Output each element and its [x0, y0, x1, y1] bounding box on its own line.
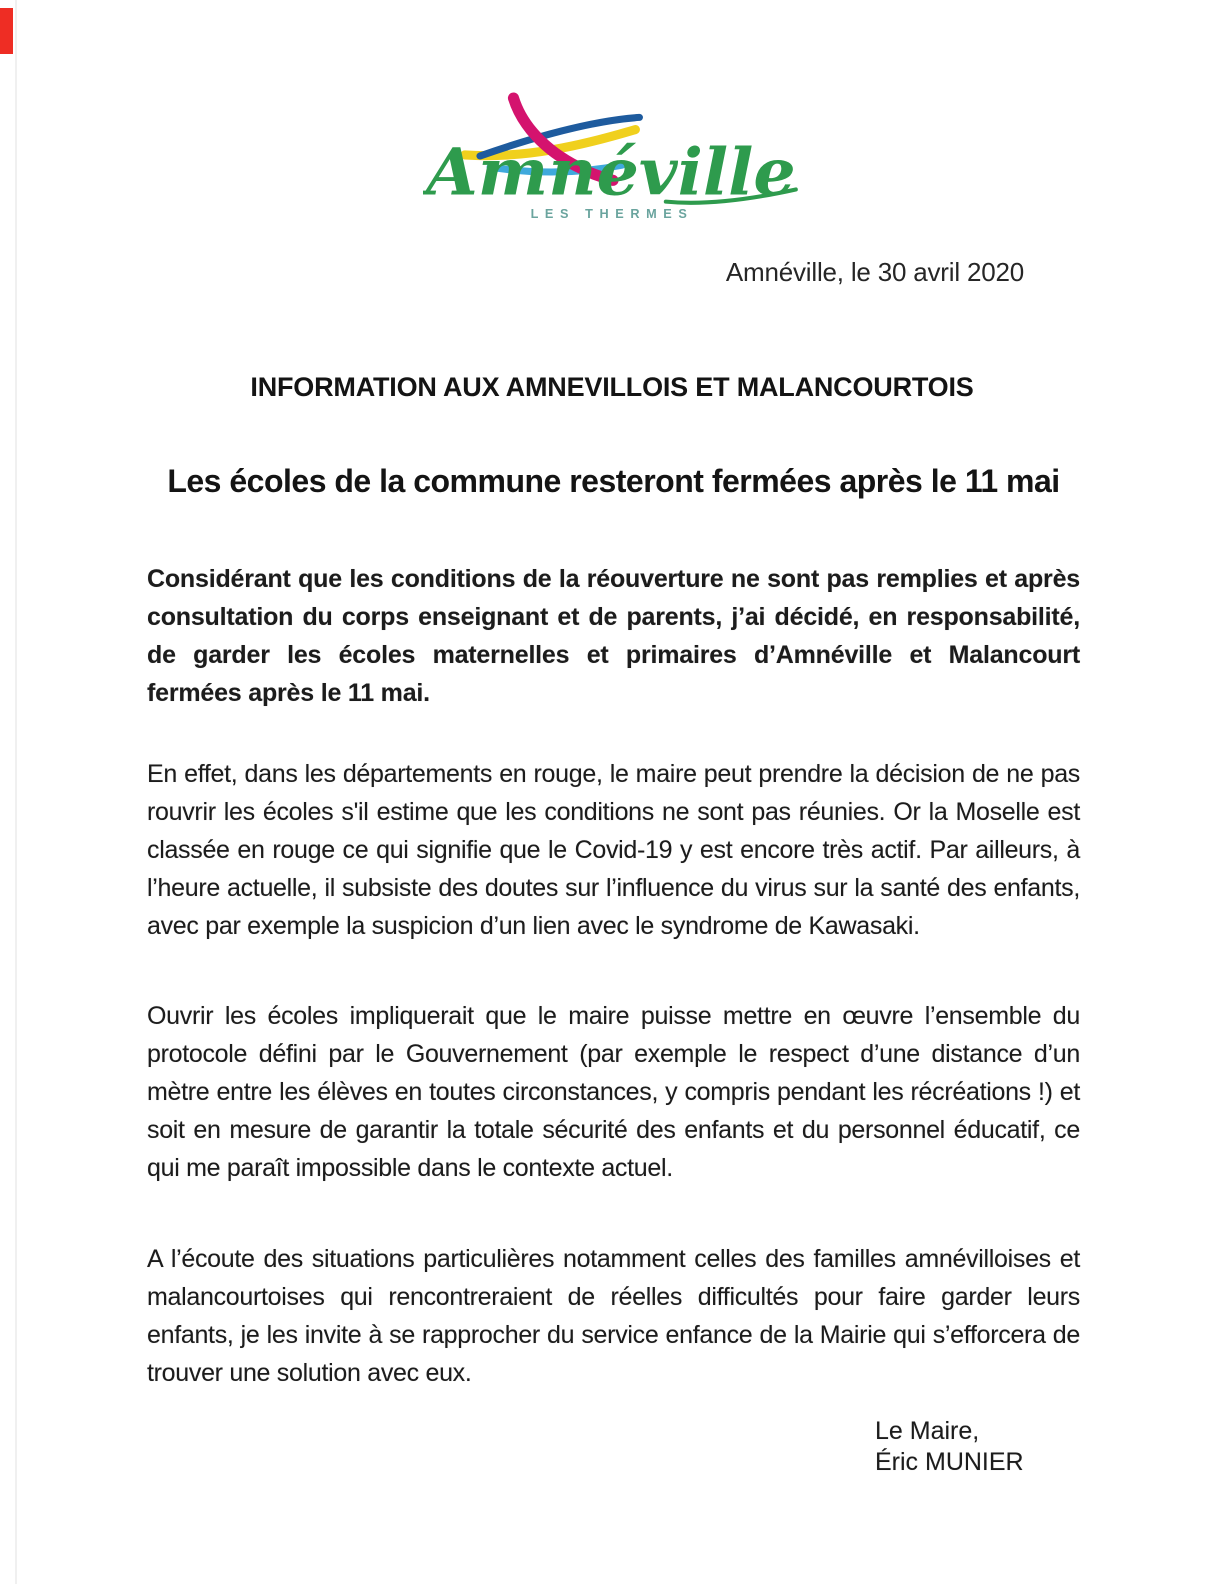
paragraph-protocol: Ouvrir les écoles impliquerait que le maire puisse mettre en œuvre l’ensemble du protocole défini par le Gouvernement (par exemple le respect d’une distance d’un mètre entre les élèves en toutes circonstances, y compris pendant les récréations !) et soit en mesure de garantir la totale sécurité des enfants et du personnel éducatif, ce qui me paraît impossible dans le contexte actuel.: [147, 1002, 1080, 1182]
signature-block: [875, 1416, 1024, 1478]
scan-edge-line: [15, 0, 17, 1584]
paragraph-context-red-zone: En effet, dans les départements en rouge, le maire peut prendre la décision de ne pas rouvrir les écoles s'il estime que les conditions ne sont pas réunies. Or la Moselle est classée en rouge ce qui signifie que le Covid-19 y est encore très actif. Par ailleurs, à l’heure actuelle, il subsiste des doutes sur l’influence du virus sur la santé des enfants, avec par exemple la suspicion d’un lien avec le syndrome de Kawasaki.: [147, 760, 1080, 940]
amneville-logo: [423, 92, 801, 224]
signature-name: Éric MUNIER: [875, 1448, 1024, 1476]
document-subtitle: Les écoles de la commune resteront fermées après le 11 mai: [167, 463, 1060, 499]
logo-wordmark: Amnéville: [423, 134, 796, 211]
paragraph-decision: Considérant que les conditions de la réouverture ne sont pas remplies et après consultation du corps enseignant et de parents, j’ai décidé, en responsabilité, de garder les écoles maternelles et primaires d’Amnéville et Malancourt fermées après le 11 mai.: [147, 565, 1080, 707]
amneville-logo-graphic: [423, 92, 801, 224]
logo-tagline: LES THERMES: [530, 206, 694, 221]
paragraph-families-support: A l’écoute des situations particulières notamment celles des familles amnévilloises et malancourtoises qui rencontreraient de réelles difficultés pour faire garder leurs enfants, je les invite à se rapprocher du service enfance de la Mairie qui s’efforcera de trouver une solution avec eux.: [147, 1245, 1080, 1387]
document-title: INFORMATION AUX AMNEVILLOIS ET MALANCOURTOIS: [250, 372, 974, 402]
red-corner-mark: [0, 8, 13, 54]
signature-role: Le Maire,: [875, 1417, 980, 1445]
date-line: Amnéville, le 30 avril 2020: [725, 257, 1024, 287]
